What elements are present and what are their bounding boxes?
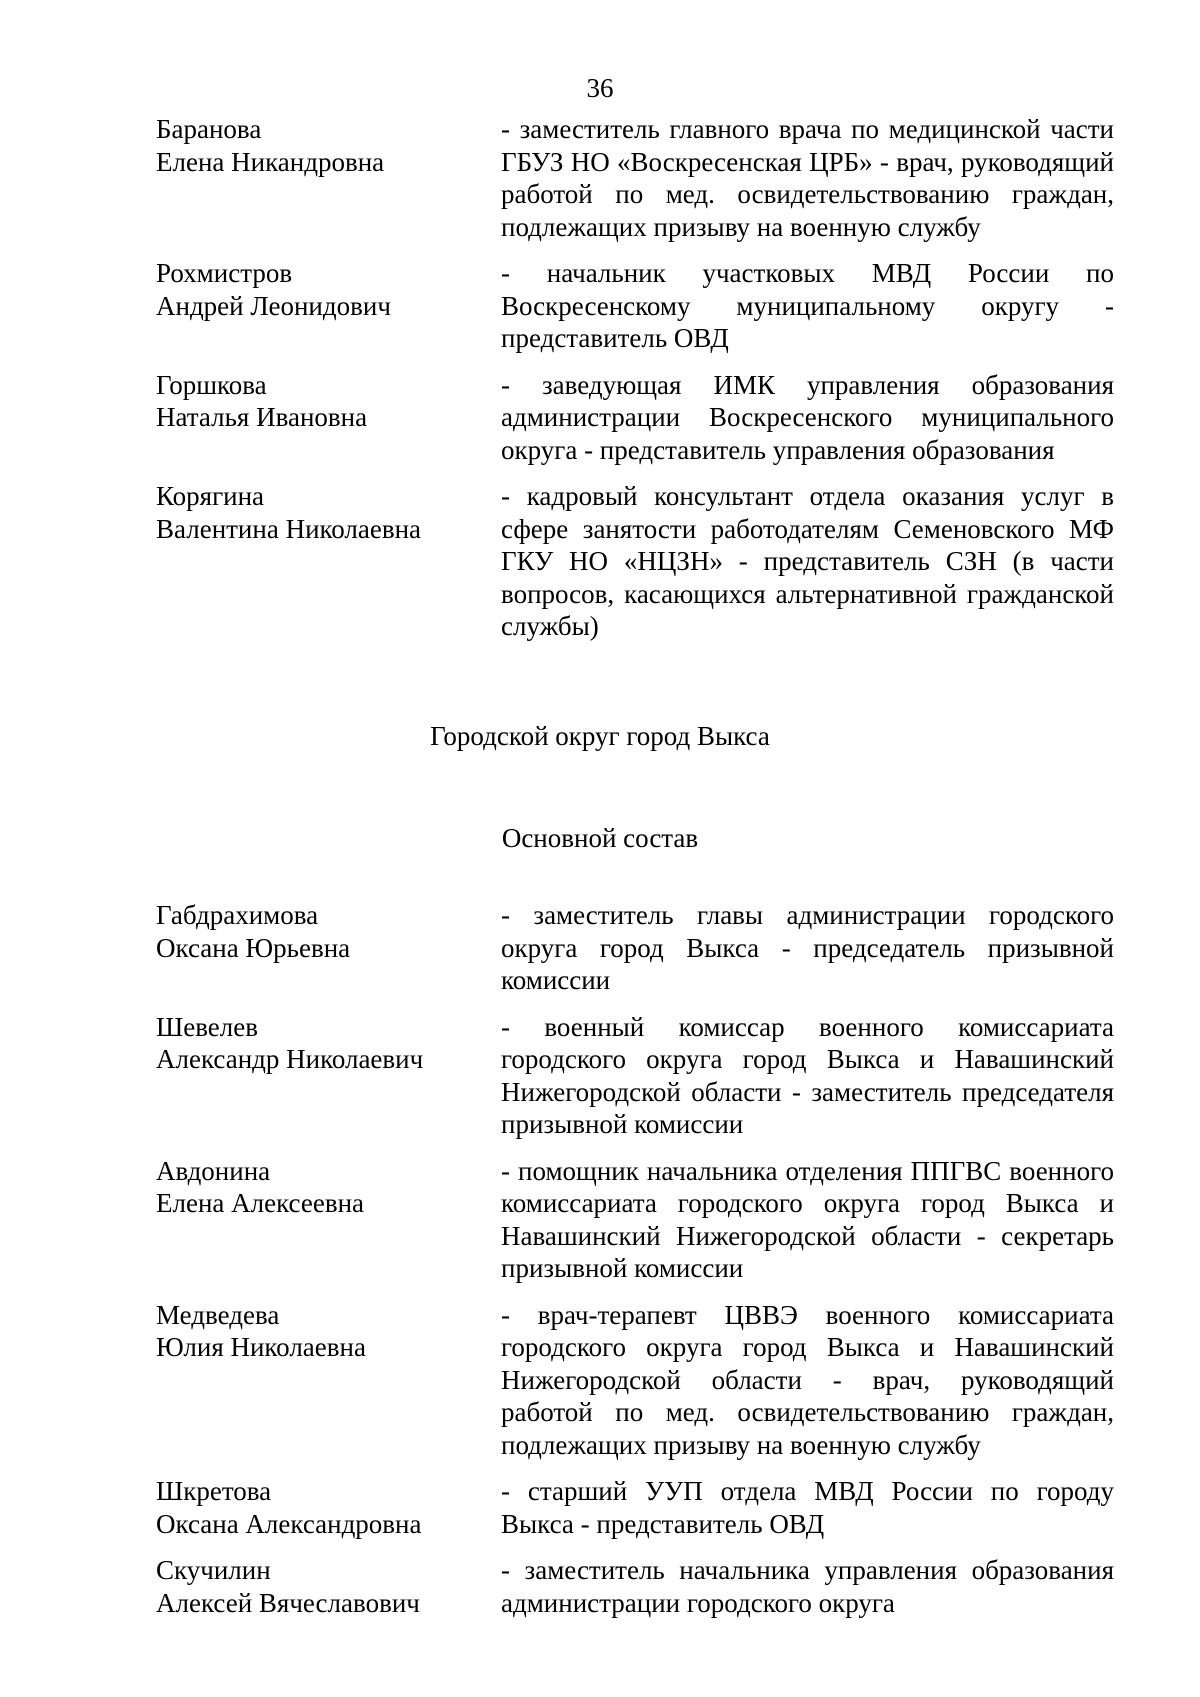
member-person <box>156 1155 501 1285</box>
member-person <box>156 480 501 643</box>
member-role: - старший УУП отдела МВД России по городу Выкса - представитель ОВД <box>501 1476 1114 1539</box>
members-list-vyksa <box>156 899 1114 1633</box>
member-role: - кадровый консультант отдела оказания услуг в сфере занятости работодателям Семеновского МФ ГКУ НО «НЦЗН» - представитель СЗН (в части вопросов, касающихся альтернативной гражданской службы) <box>501 481 1114 641</box>
member-surname: Шкретова <box>156 1476 272 1506</box>
member-person <box>156 1475 501 1540</box>
member-entry <box>156 113 1114 243</box>
page-number: 36 <box>586 73 614 103</box>
member-person <box>156 1011 501 1141</box>
district-heading: Городской округ город Выкса <box>430 721 770 751</box>
member-surname: Габдрахимова <box>156 900 319 930</box>
member-entry <box>156 1011 1114 1141</box>
member-person <box>156 899 501 997</box>
member-given-names: Валентина Николаевна <box>156 513 422 544</box>
member-entry <box>156 899 1114 997</box>
member-given-names: Александр Николаевич <box>156 1044 424 1074</box>
member-surname: Баранова <box>156 114 262 144</box>
member-person <box>156 369 501 467</box>
member-given-names: Елена Алексеевна <box>156 1188 364 1218</box>
member-entry <box>156 480 1114 643</box>
member-role: - заместитель начальника управления образования администрации городского округа <box>501 1555 1114 1618</box>
member-entry <box>156 1554 1114 1619</box>
composition-heading: Основной состав <box>501 823 699 853</box>
member-entry <box>156 369 1114 467</box>
member-surname: Скучилин <box>156 1555 271 1585</box>
member-given-names: Алексей Вячеславович <box>156 1587 420 1618</box>
member-role: - начальник участковых МВД России по Воскресенскому муниципальному округу - представитель ОВД <box>501 258 1114 353</box>
member-person <box>156 1299 501 1462</box>
member-given-names: Елена Никандровна <box>156 146 385 177</box>
members-list-voskresensky <box>156 113 1114 657</box>
member-surname: Рохмистров <box>156 258 293 288</box>
member-role: - помощник начальника отделения ППГВС военного комиссариата городского округа город Выкса и Навашинский Нижегородской области - секретарь призывной комиссии <box>501 1155 1114 1283</box>
member-entry <box>156 1475 1114 1540</box>
member-person <box>156 1554 501 1619</box>
member-person <box>156 113 501 243</box>
member-given-names: Оксана Александровна <box>156 1508 422 1539</box>
member-role: - военный комиссар военного комиссариата городского округа город Выкса и Навашинский Нижегородской области - заместитель председателя призывной комиссии <box>501 1011 1114 1139</box>
member-given-names: Юлия Николаевна <box>156 1332 366 1362</box>
member-entry <box>156 257 1114 355</box>
member-given-names: Наталья Ивановна <box>156 402 368 432</box>
member-surname: Корягина <box>156 481 265 511</box>
member-entry <box>156 1155 1114 1285</box>
member-role: - врач-терапевт ЦВВЭ военного комиссариата городского округа город Выкса и Навашинский Нижегородской области - врач, руководящий работой по мед. освидетельствованию граждан, подлежащих призыву на военную службу <box>501 1299 1114 1460</box>
member-surname: Горшкова <box>156 369 267 400</box>
member-role: - заместитель главы администрации городского округа город Выкса - председатель призывной комиссии <box>501 900 1114 995</box>
member-role: - заведующая ИМК управления образования администрации Воскресенского муниципального округа - представитель управления образования <box>501 369 1114 465</box>
member-surname: Шевелев <box>156 1011 259 1042</box>
member-surname: Авдонина <box>156 1155 271 1186</box>
member-given-names: Оксана Юрьевна <box>156 932 351 963</box>
member-given-names: Андрей Леонидович <box>156 290 391 321</box>
member-entry <box>156 1299 1114 1462</box>
member-person <box>156 257 501 355</box>
member-role: - заместитель главного врача по медицинской части ГБУЗ НО «Воскресенская ЦРБ» - врач, руководящий работой по мед. освидетельствованию граждан, подлежащих призыву на военную службу <box>501 114 1114 242</box>
member-surname: Медведева <box>156 1299 280 1330</box>
